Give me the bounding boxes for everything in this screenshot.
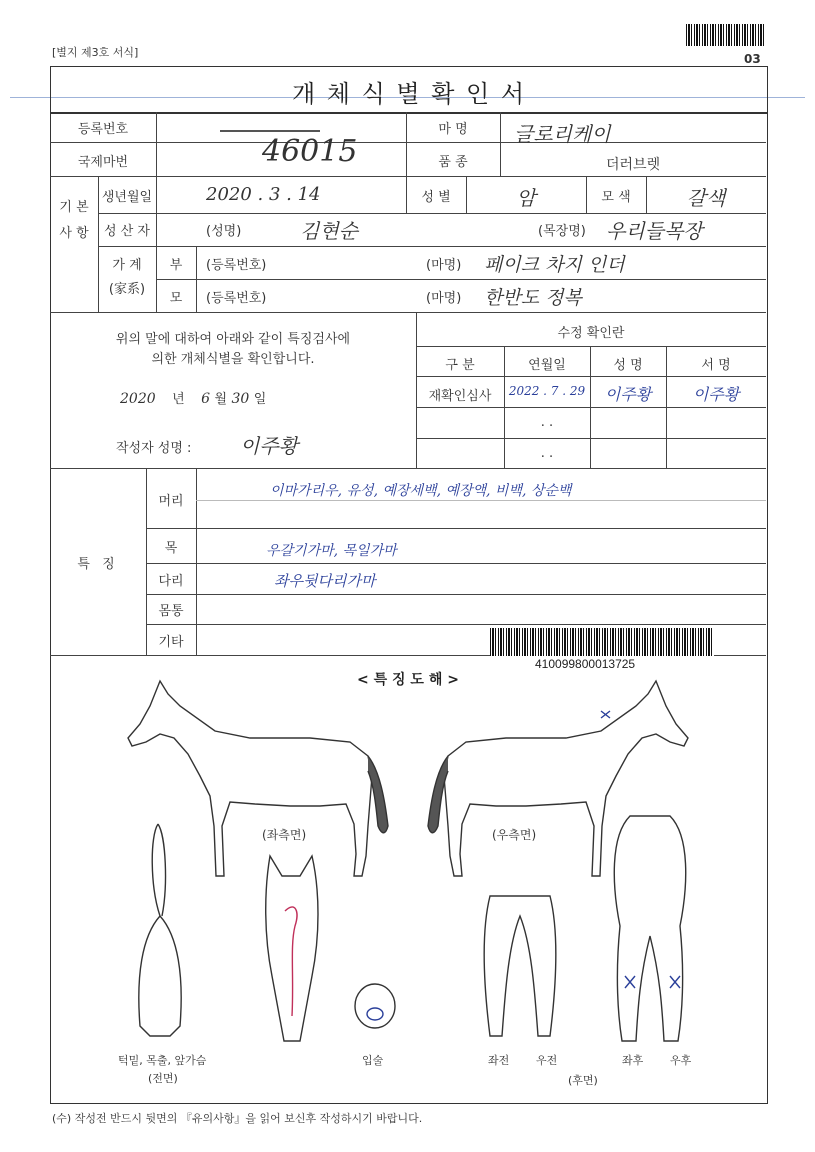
dam-name-value: 한반도 정복 [484, 287, 582, 309]
rear-left-caption: 좌후 [622, 1054, 644, 1067]
farm-value: 우리들목장 [606, 219, 703, 243]
sex-label: 성 별 [421, 190, 451, 205]
reg-no-value: 46015 [262, 134, 358, 169]
breeder-name-label: (성명) [206, 224, 242, 239]
dam-reg-label: (등록번호) [206, 291, 267, 306]
farm-label: (목장명) [538, 224, 586, 239]
page-number: 03 [744, 52, 761, 66]
statement-line1: 위의 말에 대하여 아래와 같이 특징검사에 [115, 332, 351, 347]
feature-barcode [490, 628, 714, 656]
form-label: [별지 제3호 서식] [52, 46, 139, 59]
row1-name: 이주황 [604, 385, 652, 404]
row2-dots: . . [540, 415, 554, 430]
neck-value: 우갈기가마, 목일가마 [266, 543, 397, 559]
dam-label: 모 [169, 291, 183, 306]
breed-label: 품 종 [438, 155, 468, 170]
birth-value: 2020 . 3 . 14 [206, 184, 321, 205]
row3-dots: . . [540, 446, 554, 461]
features-label: 특 징 [77, 557, 119, 572]
page-title: 개 체 식 별 확 인 서 [291, 80, 527, 108]
front-left-caption: 좌전 [488, 1054, 510, 1067]
dam-name-label: (마명) [426, 291, 462, 306]
rear-right-caption: 우후 [670, 1054, 692, 1067]
intl-no-label: 국제마번 [77, 155, 129, 170]
sire-label: 부 [169, 258, 183, 273]
basic-section-label: 기 본 사 항 [59, 200, 89, 241]
color-value: 갈색 [686, 186, 726, 210]
barcode-number: 410099800013725 [535, 657, 636, 671]
neck-label: 목 [164, 541, 178, 556]
breed-value: 더러브렛 [606, 157, 661, 173]
top-barcode [686, 24, 764, 46]
horse-name-label: 마 명 [438, 122, 468, 137]
breeder-name-value: 김현순 [300, 219, 358, 243]
family-label: 가 계 [112, 258, 142, 273]
head-value: 이마가리우, 유성, 예장세백, 예장액, 비백, 상순백 [270, 483, 572, 499]
statement-line2: 의한 개체식별을 확인합니다. [151, 352, 315, 367]
left-side-caption: (좌측면) [262, 828, 307, 842]
strikeout-mark [220, 114, 320, 132]
color-label: 모 색 [601, 190, 631, 205]
family-sub-label: (家系) [108, 282, 146, 297]
row1-sign: 이주황 [692, 385, 740, 404]
confirm-date: 2020 년 6 월 30 일 [120, 391, 267, 407]
front-caption2: (전면) [148, 1072, 178, 1085]
front-right-caption: 우전 [536, 1054, 558, 1067]
other-label: 기타 [158, 635, 184, 650]
col-sign: 서 명 [701, 358, 731, 373]
sire-name-label: (마명) [426, 258, 462, 273]
front-caption1: 턱밑, 목출, 앞가슴 [118, 1054, 207, 1067]
rear-caption: (후면) [568, 1074, 598, 1087]
birth-label: 생년월일 [101, 190, 153, 205]
leg-value: 좌우뒷다리가마 [274, 572, 376, 590]
sire-reg-label: (등록번호) [206, 258, 267, 273]
reg-no-label: 등록번호 [77, 122, 129, 137]
revision-title: 수정 확인란 [557, 326, 625, 341]
sire-name-value: 페이크 차지 인더 [484, 254, 625, 276]
col-date: 연월일 [528, 358, 566, 373]
col-type: 구 분 [445, 358, 475, 373]
diagram-title: < 특 징 도 해 > [357, 672, 459, 688]
col-name: 성 명 [613, 358, 643, 373]
horse-diagram [50, 676, 766, 1102]
head-label: 머리 [158, 494, 184, 509]
horse-name-value: 글로리케이 [514, 122, 611, 146]
breeder-label: 성 산 자 [104, 224, 150, 239]
row1-type: 재확인심사 [428, 389, 492, 404]
body-label: 몸통 [158, 604, 184, 619]
leg-label: 다리 [158, 574, 184, 589]
right-side-caption: (우측면) [492, 828, 537, 842]
mouth-caption: 입술 [362, 1054, 384, 1067]
row1-date: 2022 . 7 . 29 [508, 384, 586, 398]
writer-label: 작성자 성명 : [116, 441, 192, 456]
sex-value: 암 [516, 186, 536, 210]
writer-value: 이주황 [240, 434, 298, 458]
footer-note: (수) 작성전 반드시 뒷면의 『유의사항』을 읽어 보신후 작성하시기 바랍니다. [52, 1112, 423, 1125]
